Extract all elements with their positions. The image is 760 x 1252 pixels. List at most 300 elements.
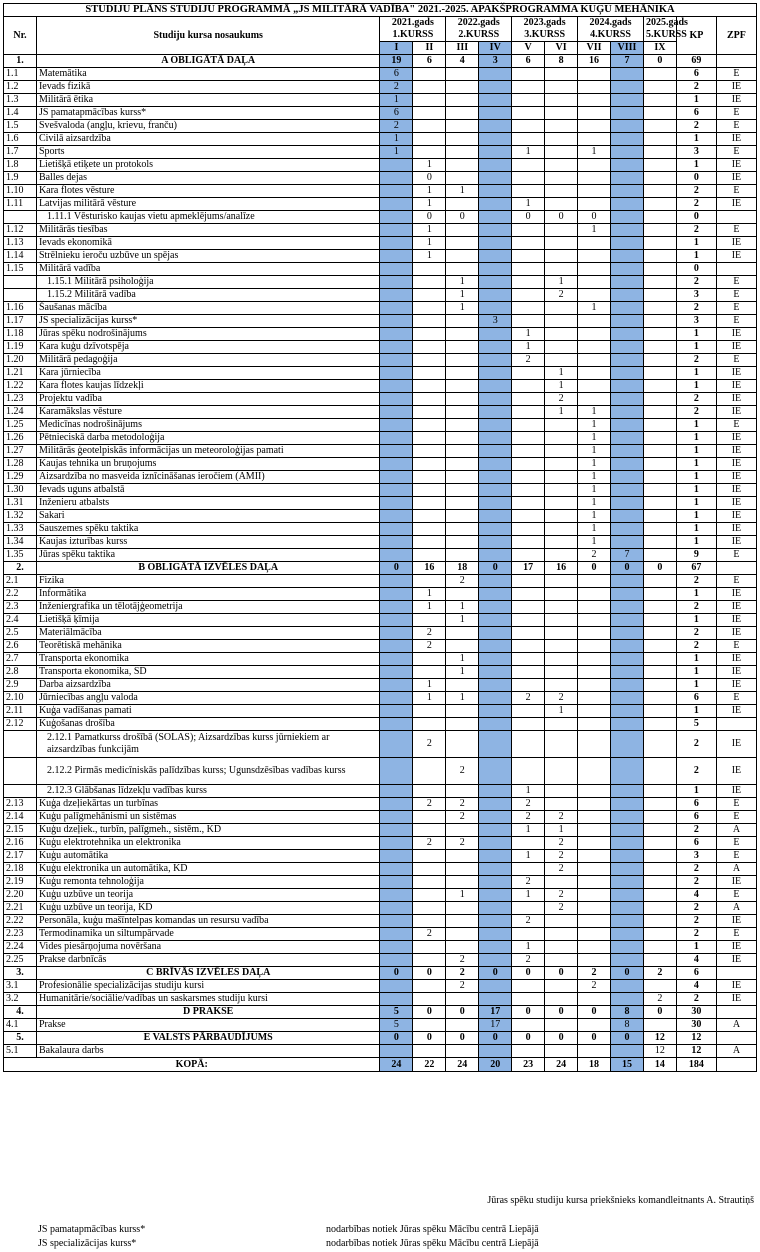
semester-credit-cell <box>380 315 413 328</box>
row-number: 2.4 <box>4 614 37 627</box>
row-number: 1.24 <box>4 406 37 419</box>
assessment-form: E <box>716 185 756 198</box>
semester-credit-cell <box>643 824 676 837</box>
row-number: 1.21 <box>4 367 37 380</box>
header-nr: Nr. <box>4 17 37 55</box>
row-number: 2.21 <box>4 902 37 915</box>
semester-credit-cell <box>413 445 446 458</box>
course-name: Kuģa dzeļiekārtas un turbīnas <box>36 798 380 811</box>
assessment-form: E <box>716 289 756 302</box>
semester-credit-cell: 2 <box>446 758 479 785</box>
course-row <box>4 94 757 107</box>
semester-credit-cell: 2 <box>512 811 545 824</box>
semester-credit-cell <box>578 928 611 941</box>
course-row <box>4 824 757 837</box>
semester-credit-cell: 2 <box>446 967 479 980</box>
semester-credit-cell <box>578 393 611 406</box>
semester-credit-cell <box>479 276 512 289</box>
semester-credit-cell <box>413 367 446 380</box>
course-name: Informātika <box>36 588 380 601</box>
course-row <box>4 289 757 302</box>
semester-credit-cell <box>545 159 578 172</box>
course-name: Darba aizsardzība <box>36 679 380 692</box>
assessment-form: E <box>716 315 756 328</box>
course-name: Svešvaloda (angļu, krievu, franču) <box>36 120 380 133</box>
footnote-1 <box>38 1224 539 1235</box>
course-row <box>4 876 757 889</box>
course-name: 1.15.2 Militārā vadība <box>36 289 380 302</box>
semester-credit-cell <box>413 811 446 824</box>
semester-credit-cell <box>413 705 446 718</box>
semester-credit-cell <box>545 785 578 798</box>
semester-credit-cell <box>479 224 512 237</box>
semester-credit-cell <box>413 419 446 432</box>
semester-credit-cell <box>611 627 644 640</box>
course-row <box>4 758 757 785</box>
semester-credit-cell <box>479 640 512 653</box>
semester-credit-cell: 2 <box>545 850 578 863</box>
semester-credit-cell <box>611 915 644 928</box>
semester-credit-cell: 2 <box>545 889 578 902</box>
row-number: 2.6 <box>4 640 37 653</box>
semester-credit-cell: 0 <box>643 55 676 68</box>
semester-credit-cell: 1 <box>413 237 446 250</box>
course-row <box>4 731 757 758</box>
assessment-form: IE <box>716 915 756 928</box>
semester-credit-cell <box>611 718 644 731</box>
semester-credit-cell <box>446 731 479 758</box>
credit-points: 2 <box>676 393 716 406</box>
course-name: Militārā ētika <box>36 94 380 107</box>
row-number: 2.19 <box>4 876 37 889</box>
assessment-form: IE <box>716 785 756 798</box>
semester-credit-cell <box>643 731 676 758</box>
course-row <box>4 146 757 159</box>
course-row <box>4 237 757 250</box>
semester-credit-cell <box>512 837 545 850</box>
semester-credit-cell <box>512 718 545 731</box>
semester-credit-cell <box>479 159 512 172</box>
assessment-form: IE <box>716 523 756 536</box>
header-semester: IX <box>643 42 676 55</box>
semester-credit-cell: 1 <box>446 889 479 902</box>
semester-credit-cell <box>413 575 446 588</box>
course-row <box>4 889 757 902</box>
assessment-form: IE <box>716 614 756 627</box>
semester-credit-cell: 2 <box>512 354 545 367</box>
semester-credit-cell <box>578 889 611 902</box>
semester-credit-cell <box>578 902 611 915</box>
semester-credit-cell <box>479 718 512 731</box>
section-row <box>4 1032 757 1045</box>
semester-credit-cell <box>643 471 676 484</box>
semester-credit-cell: 0 <box>380 1032 413 1045</box>
course-row <box>4 863 757 876</box>
credit-points: 3 <box>676 315 716 328</box>
semester-credit-cell <box>545 302 578 315</box>
course-name: Kuģu uzbūve un teorija, KD <box>36 902 380 915</box>
semester-credit-cell: 1 <box>578 510 611 523</box>
semester-credit-cell <box>545 263 578 276</box>
semester-credit-cell <box>578 653 611 666</box>
semester-credit-cell: 1 <box>446 289 479 302</box>
assessment-form: IE <box>716 432 756 445</box>
semester-credit-cell <box>545 993 578 1006</box>
row-number <box>4 289 37 302</box>
semester-credit-cell <box>479 81 512 94</box>
semester-credit-cell: 2 <box>512 876 545 889</box>
row-number: 2.2 <box>4 588 37 601</box>
semester-credit-cell <box>545 146 578 159</box>
semester-credit-cell <box>578 614 611 627</box>
semester-credit-cell <box>413 915 446 928</box>
course-name: Kuģu palīgmehānismi un sistēmas <box>36 811 380 824</box>
semester-credit-cell <box>380 824 413 837</box>
semester-credit-cell <box>479 120 512 133</box>
credit-points: 2 <box>676 731 716 758</box>
semester-credit-cell <box>611 993 644 1006</box>
semester-credit-cell <box>643 159 676 172</box>
semester-credit-cell <box>479 692 512 705</box>
credit-points: 2 <box>676 185 716 198</box>
semester-credit-cell <box>643 367 676 380</box>
semester-credit-cell <box>380 731 413 758</box>
course-name: Materiālmācība <box>36 627 380 640</box>
total-semester-cell: 15 <box>611 1058 644 1072</box>
semester-credit-cell <box>611 159 644 172</box>
course-row <box>4 640 757 653</box>
course-row <box>4 315 757 328</box>
semester-credit-cell <box>446 915 479 928</box>
assessment-form: E <box>716 549 756 562</box>
semester-credit-cell <box>578 120 611 133</box>
total-semester-cell: 23 <box>512 1058 545 1072</box>
course-row <box>4 510 757 523</box>
semester-credit-cell <box>545 798 578 811</box>
semester-credit-cell <box>380 640 413 653</box>
semester-credit-cell <box>643 811 676 824</box>
semester-credit-cell: 2 <box>413 928 446 941</box>
course-row <box>4 536 757 549</box>
semester-credit-cell <box>611 876 644 889</box>
course-row <box>4 185 757 198</box>
course-name: Kuģu elektronika un automātika, KD <box>36 863 380 876</box>
semester-credit-cell <box>380 497 413 510</box>
row-number: 1.32 <box>4 510 37 523</box>
semester-credit-cell <box>611 798 644 811</box>
row-number: 1.9 <box>4 172 37 185</box>
semester-credit-cell <box>643 758 676 785</box>
semester-credit-cell: 0 <box>413 1032 446 1045</box>
course-row <box>4 380 757 393</box>
semester-credit-cell <box>611 107 644 120</box>
semester-credit-cell <box>479 367 512 380</box>
semester-credit-cell <box>479 484 512 497</box>
header-course-name: Studiju kursa nosaukums <box>36 17 380 55</box>
semester-credit-cell <box>578 263 611 276</box>
semester-credit-cell <box>479 889 512 902</box>
row-number: 1.28 <box>4 458 37 471</box>
row-number: 2.1 <box>4 575 37 588</box>
semester-credit-cell <box>643 653 676 666</box>
semester-credit-cell <box>643 915 676 928</box>
course-name: Inženieru atbalsts <box>36 497 380 510</box>
semester-credit-cell: 0 <box>643 562 676 575</box>
semester-credit-cell <box>479 445 512 458</box>
course-name: Strēlnieku ieroču uzbūve un spējas <box>36 250 380 263</box>
semester-credit-cell: 1 <box>413 250 446 263</box>
credit-points: 1 <box>676 705 716 718</box>
semester-credit-cell <box>446 380 479 393</box>
course-row <box>4 549 757 562</box>
assessment-form: E <box>716 419 756 432</box>
semester-credit-cell <box>512 523 545 536</box>
semester-credit-cell <box>611 354 644 367</box>
semester-credit-cell <box>611 250 644 263</box>
semester-credit-cell <box>380 484 413 497</box>
semester-credit-cell <box>446 876 479 889</box>
semester-credit-cell <box>643 679 676 692</box>
course-name: Ievads ekonomikā <box>36 237 380 250</box>
assessment-form: E <box>716 302 756 315</box>
section-title: B OBLIGĀTĀ IZVĒLES DAĻA <box>36 562 380 575</box>
credit-points: 6 <box>676 692 716 705</box>
header-semester: VI <box>545 42 578 55</box>
semester-credit-cell <box>545 341 578 354</box>
semester-credit-cell <box>512 863 545 876</box>
semester-credit-cell <box>611 889 644 902</box>
semester-credit-cell <box>643 406 676 419</box>
semester-credit-cell <box>380 302 413 315</box>
semester-credit-cell: 0 <box>446 1006 479 1019</box>
footnote-note: nodarbības notiek Jūras spēku Mācību centrā Liepājā <box>326 1224 539 1235</box>
semester-credit-cell <box>545 471 578 484</box>
semester-credit-cell <box>545 497 578 510</box>
semester-credit-cell <box>479 627 512 640</box>
semester-credit-cell <box>413 653 446 666</box>
semester-credit-cell <box>380 575 413 588</box>
course-row <box>4 68 757 81</box>
semester-credit-cell <box>446 536 479 549</box>
semester-credit-cell <box>578 915 611 928</box>
semester-credit-cell <box>413 341 446 354</box>
semester-credit-cell: 2 <box>512 915 545 928</box>
assessment-form: IE <box>716 367 756 380</box>
semester-credit-cell <box>643 432 676 445</box>
credit-points: 1 <box>676 785 716 798</box>
assessment-form: IE <box>716 705 756 718</box>
semester-credit-cell <box>446 159 479 172</box>
semester-credit-cell <box>413 107 446 120</box>
semester-credit-cell <box>479 523 512 536</box>
course-row <box>4 354 757 367</box>
course-name: Militārā pedagoģija <box>36 354 380 367</box>
course-row <box>4 1045 757 1058</box>
course-row <box>4 276 757 289</box>
semester-credit-cell <box>413 120 446 133</box>
row-number: 1.17 <box>4 315 37 328</box>
semester-credit-cell <box>578 276 611 289</box>
semester-credit-cell <box>611 263 644 276</box>
semester-credit-cell <box>446 263 479 276</box>
semester-credit-cell: 1 <box>545 824 578 837</box>
credit-points: 2 <box>676 406 716 419</box>
semester-credit-cell: 12 <box>643 1032 676 1045</box>
semester-credit-cell <box>446 785 479 798</box>
semester-credit-cell: 2 <box>545 811 578 824</box>
semester-credit-cell <box>512 497 545 510</box>
credit-points: 0 <box>676 263 716 276</box>
course-row <box>4 445 757 458</box>
semester-credit-cell <box>479 902 512 915</box>
row-number: 2.14 <box>4 811 37 824</box>
row-number: 2.8 <box>4 666 37 679</box>
semester-credit-cell: 0 <box>545 1032 578 1045</box>
semester-credit-cell: 16 <box>578 55 611 68</box>
semester-credit-cell <box>446 640 479 653</box>
course-name: Transporta ekonomika, SD <box>36 666 380 679</box>
semester-credit-cell <box>479 68 512 81</box>
semester-credit-cell <box>545 731 578 758</box>
semester-credit-cell <box>413 850 446 863</box>
assessment-form: IE <box>716 393 756 406</box>
assessment-form: IE <box>716 328 756 341</box>
section-title: C BRĪVĀS IZVĒLES DAĻA <box>36 967 380 980</box>
credit-points: 6 <box>676 811 716 824</box>
semester-credit-cell: 2 <box>512 692 545 705</box>
semester-credit-cell <box>479 837 512 850</box>
semester-credit-cell <box>380 588 413 601</box>
semester-credit-cell <box>545 627 578 640</box>
semester-credit-cell <box>643 81 676 94</box>
semester-credit-cell <box>578 81 611 94</box>
course-row <box>4 705 757 718</box>
row-number <box>4 785 37 798</box>
semester-credit-cell <box>578 354 611 367</box>
semester-credit-cell <box>578 68 611 81</box>
semester-credit-cell: 0 <box>479 967 512 980</box>
semester-credit-cell <box>545 94 578 107</box>
semester-credit-cell: 8 <box>611 1006 644 1019</box>
semester-credit-cell: 0 <box>611 562 644 575</box>
credit-points: 1 <box>676 380 716 393</box>
semester-credit-cell <box>413 81 446 94</box>
semester-credit-cell <box>479 575 512 588</box>
row-number: 2.25 <box>4 954 37 967</box>
assessment-form: IE <box>716 250 756 263</box>
assessment-form: IE <box>716 445 756 458</box>
credit-points: 1 <box>676 94 716 107</box>
semester-credit-cell <box>479 915 512 928</box>
semester-credit-cell <box>545 614 578 627</box>
course-row <box>4 653 757 666</box>
course-name: 2.12.1 Pamatkurss drošībā (SOLAS); Aizsardzības kurss jūrniekiem ar aizsardzības funkcijām <box>36 731 380 758</box>
semester-credit-cell <box>643 120 676 133</box>
semester-credit-cell <box>611 380 644 393</box>
semester-credit-cell: 2 <box>578 549 611 562</box>
semester-credit-cell <box>380 954 413 967</box>
row-number: 1.31 <box>4 497 37 510</box>
semester-credit-cell <box>380 276 413 289</box>
row-number: 2.5 <box>4 627 37 640</box>
total-semester-cell: 22 <box>413 1058 446 1072</box>
semester-credit-cell <box>578 94 611 107</box>
semester-credit-cell <box>643 601 676 614</box>
semester-credit-cell <box>413 289 446 302</box>
semester-credit-cell <box>512 575 545 588</box>
semester-credit-cell <box>512 289 545 302</box>
assessment-form: IE <box>716 731 756 758</box>
credit-points: 2 <box>676 601 716 614</box>
semester-credit-cell <box>479 146 512 159</box>
course-name: Matemātika <box>36 68 380 81</box>
semester-credit-cell <box>380 549 413 562</box>
semester-credit-cell <box>380 758 413 785</box>
semester-credit-cell <box>413 133 446 146</box>
semester-credit-cell: 2 <box>413 731 446 758</box>
credit-points: 2 <box>676 120 716 133</box>
semester-credit-cell <box>545 718 578 731</box>
semester-credit-cell <box>446 928 479 941</box>
credit-points: 1 <box>676 237 716 250</box>
semester-credit-cell <box>643 850 676 863</box>
semester-credit-cell <box>380 432 413 445</box>
semester-credit-cell <box>479 824 512 837</box>
semester-credit-cell: 2 <box>380 120 413 133</box>
course-name: Civilā aizsardzība <box>36 133 380 146</box>
row-number: 1.18 <box>4 328 37 341</box>
semester-credit-cell: 0 <box>545 967 578 980</box>
semester-credit-cell <box>512 666 545 679</box>
semester-credit-cell <box>479 250 512 263</box>
semester-credit-cell <box>512 484 545 497</box>
semester-credit-cell <box>512 432 545 445</box>
semester-credit-cell <box>380 941 413 954</box>
course-row <box>4 497 757 510</box>
semester-credit-cell <box>611 588 644 601</box>
credit-points: 2 <box>676 627 716 640</box>
semester-credit-cell <box>545 758 578 785</box>
row-number: 4. <box>4 1006 37 1019</box>
assessment-form: IE <box>716 497 756 510</box>
course-row <box>4 159 757 172</box>
course-row <box>4 211 757 224</box>
course-row <box>4 928 757 941</box>
semester-credit-cell <box>413 393 446 406</box>
course-name: Ievads fizikā <box>36 81 380 94</box>
semester-credit-cell <box>479 993 512 1006</box>
course-name: Humanitārie/sociālie/vadības un saskarsmes studiju kursi <box>36 993 380 1006</box>
semester-credit-cell <box>380 536 413 549</box>
semester-credit-cell <box>611 237 644 250</box>
semester-credit-cell <box>611 705 644 718</box>
semester-credit-cell <box>512 601 545 614</box>
course-name: Kuģu uzbūve un teorija <box>36 889 380 902</box>
assessment-form: IE <box>716 653 756 666</box>
semester-credit-cell <box>512 224 545 237</box>
semester-credit-cell <box>512 406 545 419</box>
semester-credit-cell <box>380 328 413 341</box>
semester-credit-cell <box>479 705 512 718</box>
assessment-form: E <box>716 575 756 588</box>
credit-points: 1 <box>676 159 716 172</box>
semester-credit-cell <box>578 993 611 1006</box>
semester-credit-cell: 17 <box>479 1019 512 1032</box>
course-name: Kuģu dzeļiek., turbīn, palīgmeh., sistēm., KD <box>36 824 380 837</box>
course-name: Sakari <box>36 510 380 523</box>
semester-credit-cell: 6 <box>380 68 413 81</box>
semester-credit-cell <box>413 263 446 276</box>
